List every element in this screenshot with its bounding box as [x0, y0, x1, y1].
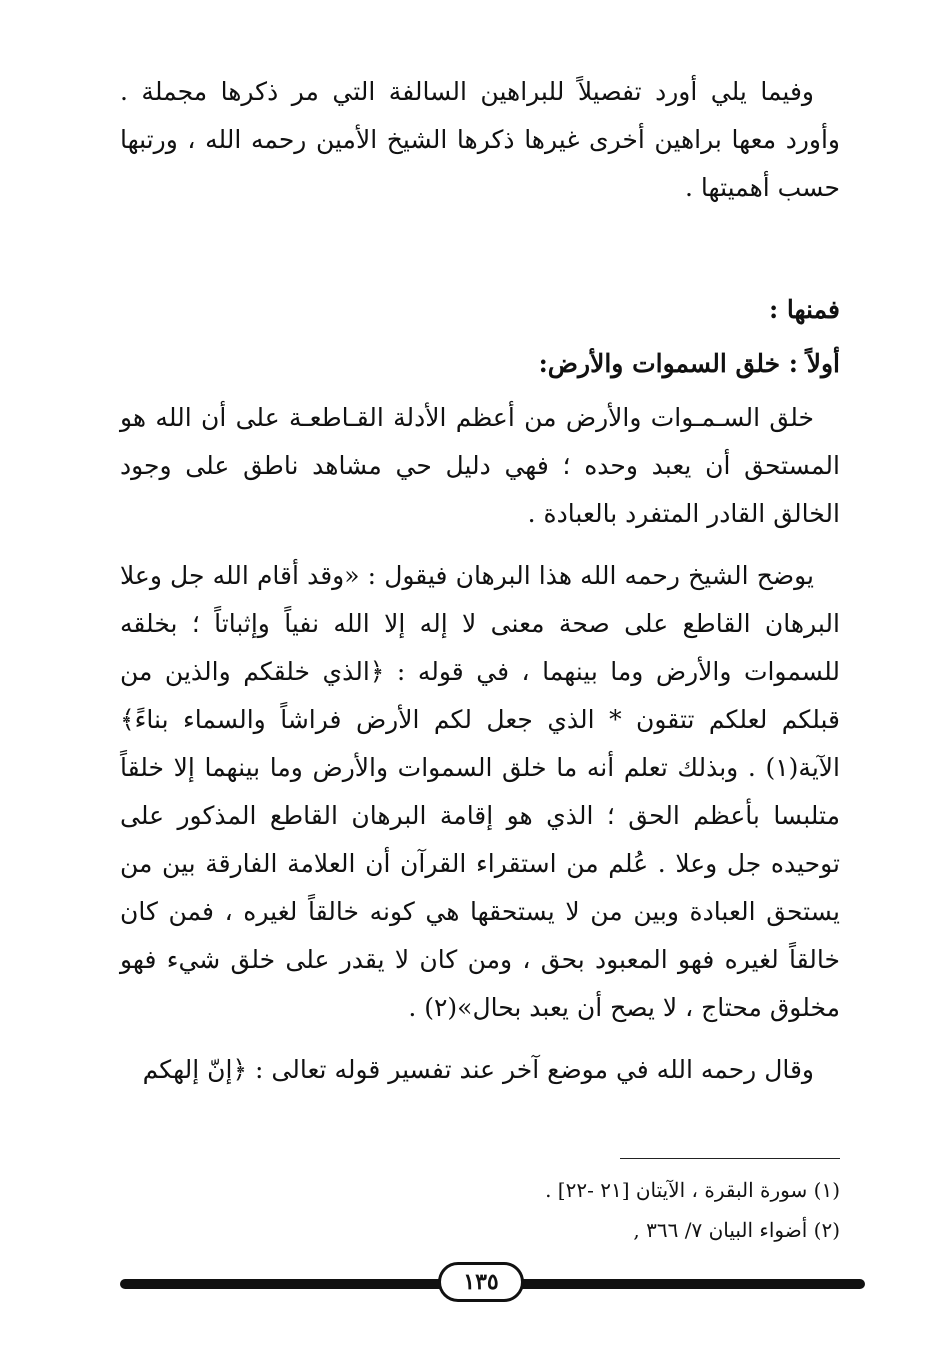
paragraph-continuation: وقال رحمه الله في موضع آخر عند تفسير قوله تعالى : ﴿إنّ إلهكم: [142, 1055, 814, 1084]
section-gap: [120, 226, 840, 286]
paragraph-quote: يوضح الشيخ رحمه الله هذا البرهان فيقول : «وقد أقام الله جل وعلا البرهان القاطع على صحة معنى لا إله إلا الله نفياً وإثباتاً ؛ بخلقه للسموات والأرض وما بينهما ، في قوله : ﴿الذي خلقكم والذين من قبلكم لعلكم تتقون * الذي جعل لكم الأرض فراشاً والسماء بناءً﴾ الآية(١) . وبذلك تعلم أنه ما خلق السموات والأرض وما بينهما إلا خلقاً متلبسا بأعظم الحق ؛ الذي هو إقامة البرهان القاطع المذكور على توحيده جل وعلا . عُلم من استقراء القرآن أن العلامة الفارقة بين من يستحق العبادة وبين من لا يستحقها هي كونه خالقاً لغيره ، فمن كان خالقاً لغيره فهو المعبود بحق ، ومن كان لا يقدر على خلق شيء فهو مخلوق محتاج ، لا يصح أن يعبد بحال»(٢) .: [120, 561, 840, 1022]
main-text: [120, 68, 840, 1108]
footnotes: [120, 1170, 840, 1250]
page-number: ١٣٥: [438, 1262, 524, 1302]
paragraph-creation: خلق السـمـوات والأرض من أعظم الأدلة القـاطعـة على أن الله هو المستحق أن يعبد وحده ؛ فهي دليل حي مشاهد ناطق على وجود الخالق القادر المتفرد بالعبادة .: [120, 403, 840, 528]
footnote-divider: [620, 1158, 840, 1159]
section-heading-first: أولاً : خلق السموات والأرض:: [538, 349, 840, 378]
footnote-1: (١) سورة البقرة ، الآيتان [٢١ -٢٢] .: [545, 1178, 840, 1202]
intro-paragraph: وفيما يلي أورد تفصيلاً للبراهين السالفة التي مر ذكرها مجملة . وأورد معها براهين أخرى غيرها ذكرها الشيخ الأمين رحمه الله ، ورتبها حسب أهميتها .: [120, 77, 841, 202]
footnote-2: (٢) أضواء البيان ٧/ ٣٦٦ ,: [633, 1218, 840, 1242]
minha-heading: فمنها :: [768, 295, 840, 324]
